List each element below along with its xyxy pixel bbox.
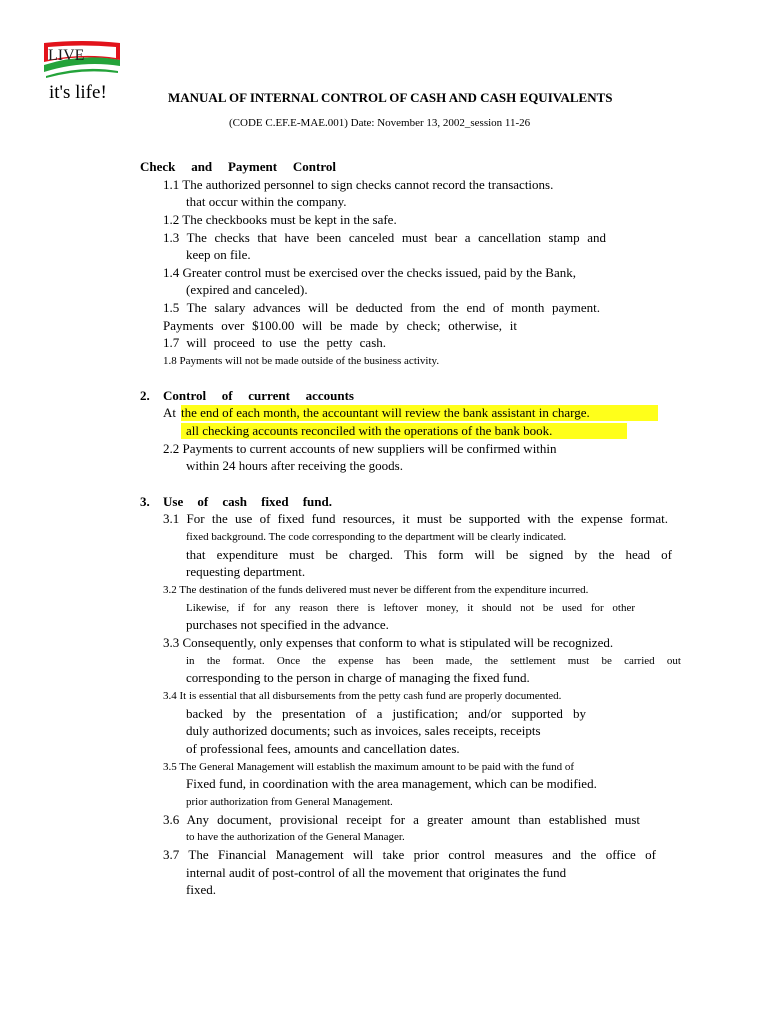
text-line: prior authorization from General Management.	[186, 796, 393, 808]
text-line: 3.5 The General Management will establish the maximum amount to be paid with the fund of	[163, 761, 574, 773]
text-line: duly authorized documents; such as invoices, sales receipts, receipts	[186, 723, 541, 738]
text-line: fixed.	[186, 882, 216, 897]
text-line: Likewise, if for any reason there is leftover money, it should not be used for other	[186, 602, 635, 614]
text-line: of professional fees, amounts and cancellation dates.	[186, 741, 460, 756]
text-line: 1.4 Greater control must be exercised over the checks issued, paid by the Bank,	[163, 265, 576, 280]
text-line: 3.7 The Financial Management will take prior control measures and the office of	[163, 847, 656, 862]
text-line: 1.3 The checks that have been canceled must bear a cancellation stamp and	[163, 230, 606, 245]
text-line: within 24 hours after receiving the goods.	[186, 458, 403, 473]
text-line: 2.2 Payments to current accounts of new suppliers will be confirmed within	[163, 441, 557, 456]
text-line: keep on file.	[186, 247, 251, 262]
text-line: 1.8 Payments will not be made outside of the business activity.	[163, 355, 440, 367]
text-line: fixed background. The code corresponding to the department will be clearly indicated.	[186, 531, 567, 543]
document-code: (CODE C.EF.E-MAE.001) Date: November 13, 2002_session 11-26	[229, 117, 531, 129]
text-line: (expired and canceled).	[186, 282, 308, 297]
text-line: 3.2 The destination of the funds delivered must never be different from the expenditure incurred.	[163, 584, 589, 596]
text-line: corresponding to the person in charge of managing the fixed fund.	[186, 670, 530, 685]
text-line: to have the authorization of the General Manager.	[186, 831, 405, 843]
logo-text: LIVE	[48, 47, 85, 64]
text-line: 1.2 The checkbooks must be kept in the safe.	[163, 212, 397, 227]
section-number: 3.	[140, 494, 150, 509]
text-line: Payments over $100.00 will be made by check; otherwise, it	[163, 318, 517, 333]
text-line: 1.7 will proceed to use the petty cash.	[163, 335, 386, 350]
logo-slogan: it's life!	[49, 82, 107, 103]
document-title: MANUAL OF INTERNAL CONTROL OF CASH AND CASH EQUIVALENTS	[168, 90, 613, 105]
text-line: purchases not specified in the advance.	[186, 617, 389, 632]
text-line: that expenditure must be charged. This form will be signed by the head of	[186, 547, 672, 562]
text-line: 3.3 Consequently, only expenses that conform to what is stipulated will be recognized.	[163, 635, 614, 650]
highlighted-text-line: the end of each month, the accountant will review the bank assistant in charge.	[181, 405, 658, 421]
highlighted-text-line: all checking accounts reconciled with the operations of the bank book.	[181, 423, 627, 439]
text-line: 1.5 The salary advances will be deducted from the end of month payment.	[163, 300, 600, 315]
text-line: requesting department.	[186, 564, 306, 579]
logo-green-wave-thin	[46, 69, 118, 78]
text-line: 3.1 For the use of fixed fund resources, it must be supported with the expense format.	[163, 511, 668, 526]
text-line: Fixed fund, in coordination with the area management, which can be modified.	[186, 776, 597, 791]
section-heading: Check and Payment Control	[140, 159, 336, 174]
text-line: 3.4 It is essential that all disbursements from the petty cash fund are properly documented.	[163, 690, 562, 702]
section-heading: Control of current accounts	[163, 388, 354, 403]
text-line: 1.1 The authorized personnel to sign checks cannot record the transactions.	[163, 177, 554, 192]
section-heading: Use of cash fixed fund.	[163, 494, 332, 509]
text-line: in the format. Once the expense has been made, the settlement must be carried out	[186, 655, 681, 667]
text-line: At	[163, 405, 176, 420]
section-number: 2.	[140, 388, 150, 403]
text-line: backed by the presentation of a justification; and/or supported by	[186, 706, 586, 721]
text-line: 3.6 Any document, provisional receipt for a greater amount than established must	[163, 812, 640, 827]
text-line: internal audit of post-control of all the movement that originates the fund	[186, 865, 567, 880]
text-line: that occur within the company.	[186, 194, 347, 209]
